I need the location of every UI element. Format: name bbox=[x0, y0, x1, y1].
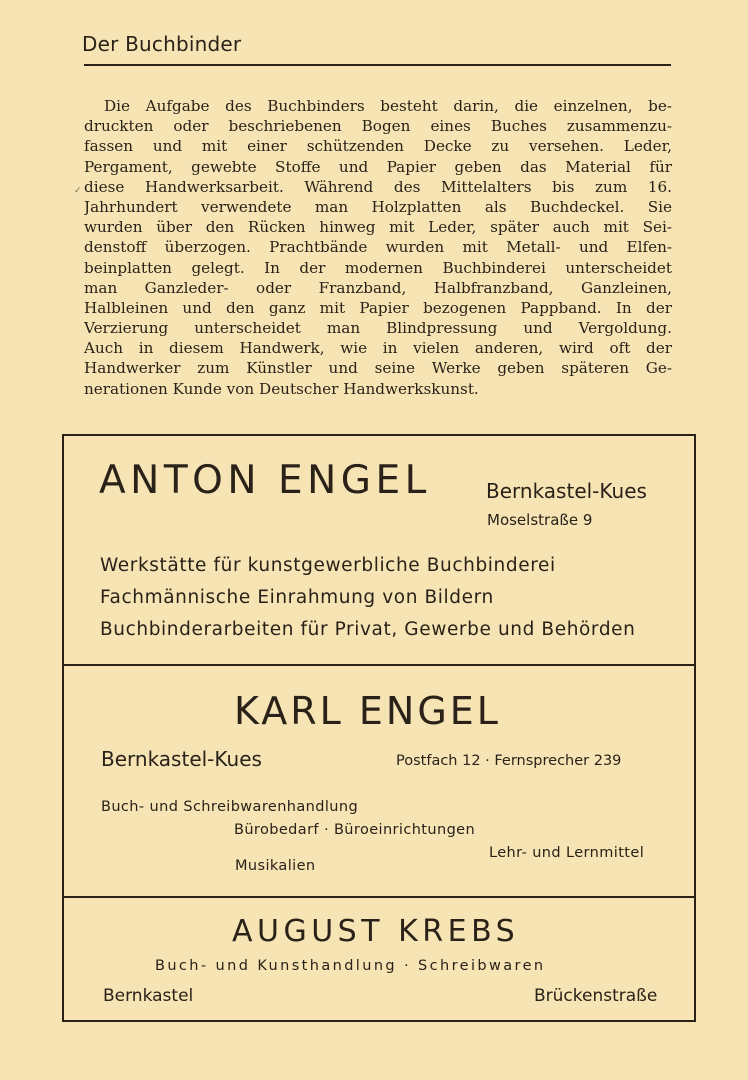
article-line: wurden über den Rücken hinweg mit Leder, später auch mit Sei- bbox=[84, 218, 672, 237]
ad-divider bbox=[64, 664, 695, 666]
article-text bbox=[84, 96, 672, 399]
article-line: beinplatten gelegt. In der modernen Buchbinderei unterscheidet bbox=[84, 258, 672, 277]
article-line: fassen und mit einer schützenden Decke zu versehen. Leder, bbox=[84, 137, 672, 156]
ad-anton-line1: Werkstätte für kunstgewerbliche Buchbinderei bbox=[100, 555, 556, 576]
article-line: Handwerker zum Künstler und seine Werke geben späteren Ge- bbox=[84, 359, 672, 378]
margin-mark: ✓ bbox=[74, 186, 82, 196]
ad-august-city: Bernkastel bbox=[103, 986, 194, 1006]
ad-anton-street: Moselstraße 9 bbox=[487, 511, 593, 529]
ad-august-subtitle: Buch- und Kunsthandlung · Schreibwaren bbox=[155, 958, 546, 974]
ad-karl-item2: Bürobedarf · Büroeinrichtungen bbox=[234, 822, 476, 838]
ad-divider bbox=[64, 896, 695, 898]
ad-karl-item3: Lehr- und Lernmittel bbox=[489, 845, 645, 861]
article-line: Auch in diesem Handwerk, wie in vielen anderen, wird oft der bbox=[84, 339, 672, 358]
article-line: druckten oder beschriebenen Bogen eines Buches zusammenzu- bbox=[84, 117, 672, 136]
article-line: Halbleinen und den ganz mit Papier bezogenen Pappband. In der bbox=[84, 298, 672, 317]
header-rule bbox=[84, 64, 671, 66]
ad-karl-postfach: Postfach 12 · Fernsprecher 239 bbox=[396, 753, 622, 769]
ad-karl-name: KARL ENGEL bbox=[234, 689, 501, 733]
ad-august-street: Brückenstraße bbox=[534, 986, 658, 1006]
article-line: man Ganzleder- oder Franzband, Halbfranzband, Ganzleinen, bbox=[84, 278, 672, 297]
page-title: Der Buchbinder bbox=[82, 32, 242, 56]
ad-anton-line2: Fachmännische Einrahmung von Bildern bbox=[100, 587, 494, 608]
article-line: Verzierung unterscheidet man Blindpressung und Vergoldung. bbox=[84, 319, 672, 338]
article-line: diese Handwerksarbeit. Während des Mittelalters bis zum 16. bbox=[84, 177, 672, 196]
ad-anton-city: Bernkastel-Kues bbox=[486, 479, 647, 503]
ad-august-name: AUGUST KREBS bbox=[232, 914, 520, 949]
ad-karl-item4: Musikalien bbox=[235, 858, 316, 874]
article-line: nerationen Kunde von Deutscher Handwerkskunst. bbox=[84, 379, 479, 398]
ad-anton-name: ANTON ENGEL bbox=[99, 458, 431, 503]
ad-karl-city: Bernkastel-Kues bbox=[101, 747, 262, 771]
article-line: Die Aufgabe des Buchbinders besteht darin, die einzelnen, be- bbox=[104, 97, 672, 115]
ad-karl-item1: Buch- und Schreibwarenhandlung bbox=[101, 799, 359, 815]
article-line: Jahrhundert verwendete man Holzplatten als Buchdeckel. Sie bbox=[84, 197, 672, 216]
ad-anton-line3: Buchbinderarbeiten für Privat, Gewerbe und Behörden bbox=[100, 619, 636, 640]
article-line: Pergament, gewebte Stoffe und Papier geben das Material für bbox=[84, 157, 672, 176]
article-line: denstoff überzogen. Prachtbände wurden mit Metall- und Elfen- bbox=[84, 238, 672, 257]
